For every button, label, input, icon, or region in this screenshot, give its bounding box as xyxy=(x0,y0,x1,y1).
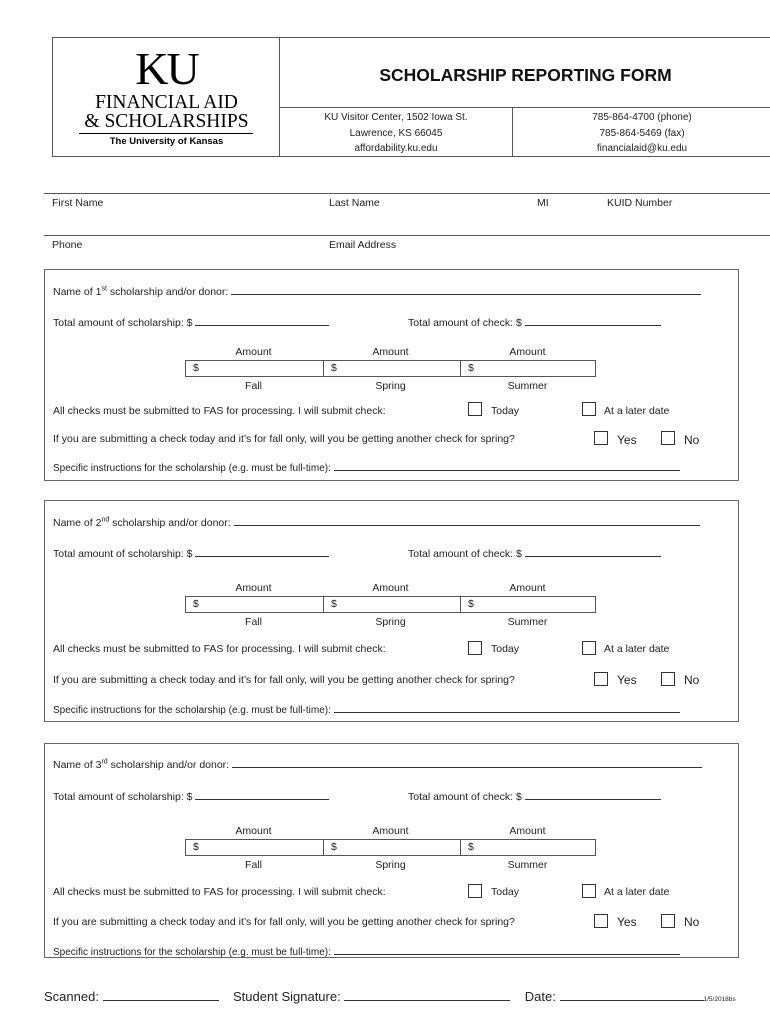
phone-number: 785-864-4700 (phone) xyxy=(592,112,692,123)
logo-university: The University of Kansas xyxy=(109,136,224,147)
label: Name of xyxy=(53,517,96,529)
label: scholarship and/or donor: xyxy=(109,517,231,529)
amount-header-summer: Amount xyxy=(509,346,546,358)
blank-line xyxy=(525,546,661,557)
yes-checkbox[interactable] xyxy=(594,431,608,445)
blank-line xyxy=(232,757,702,768)
later-date-checkbox[interactable] xyxy=(582,402,596,416)
scanned-label: Scanned: xyxy=(44,989,99,1004)
logo-financial-aid xyxy=(53,93,280,131)
label: scholarship and/or donor: xyxy=(107,759,230,771)
logo-line-1: FINANCIAL AID xyxy=(95,92,238,113)
blank-line xyxy=(195,546,329,557)
label: scholarship and/or donor: xyxy=(106,286,229,298)
total-scholarship-field[interactable] xyxy=(53,315,329,329)
amount-header-spring: Amount xyxy=(372,346,409,358)
ordinal-suffix: nd xyxy=(101,516,110,524)
blank-line xyxy=(334,460,680,471)
website: affordability.ku.edu xyxy=(354,143,438,154)
instructions-field[interactable] xyxy=(53,460,680,474)
total-scholarship-field[interactable] xyxy=(53,789,329,803)
term-summer: Summer xyxy=(507,859,548,871)
divider xyxy=(44,235,770,236)
submit-check-text: All checks must be submitted to FAS for processing. I will submit check: xyxy=(53,886,386,898)
label: Total amount of check: $ xyxy=(408,548,522,560)
scanned-field[interactable] xyxy=(103,988,219,1001)
donor-name-field[interactable] xyxy=(53,757,702,771)
office-contact xyxy=(513,108,770,157)
kuid-field[interactable]: KUID Number xyxy=(607,197,673,209)
ordinal-suffix: st xyxy=(101,285,107,293)
ordinal: 2 xyxy=(95,517,102,529)
today-checkbox[interactable] xyxy=(468,884,482,898)
logo-divider xyxy=(79,133,253,134)
form-title: SCHOLARSHIP REPORTING FORM xyxy=(379,65,672,85)
total-check-field[interactable] xyxy=(408,789,661,803)
amount-header-fall: Amount xyxy=(235,346,272,358)
label: Specific instructions for the scholarship (e.g. must be full-time): xyxy=(53,705,331,716)
date-label: Date: xyxy=(524,989,556,1004)
summer-amount-input[interactable]: $ xyxy=(460,597,597,612)
yes-label: Yes xyxy=(617,915,637,929)
amount-header-summer: Amount xyxy=(509,582,546,594)
yes-checkbox[interactable] xyxy=(594,914,608,928)
yes-checkbox[interactable] xyxy=(594,672,608,686)
label: Name of xyxy=(53,759,96,771)
amount-row xyxy=(185,839,596,856)
spring-amount-input[interactable]: $ xyxy=(323,361,460,376)
scholarship-section-1 xyxy=(44,269,739,481)
instructions-field[interactable] xyxy=(53,702,680,716)
total-scholarship-field[interactable] xyxy=(53,546,329,560)
term-summer: Summer xyxy=(507,380,548,392)
fax-number: 785-864-5469 (fax) xyxy=(599,127,685,139)
amount-row xyxy=(185,596,596,613)
ordinal: 1 xyxy=(95,286,102,298)
blank-line xyxy=(234,515,700,526)
divider xyxy=(44,193,770,194)
form-header xyxy=(52,37,770,157)
today-checkbox[interactable] xyxy=(468,402,482,416)
yes-label: Yes xyxy=(617,433,637,447)
email-address: financialaid@ku.edu xyxy=(596,143,688,154)
label: Name of xyxy=(53,286,96,298)
scholarship-section-2 xyxy=(44,500,739,722)
label: Total amount of check: $ xyxy=(408,791,522,803)
scholarship-section-3 xyxy=(44,743,739,958)
summer-amount-input[interactable]: $ xyxy=(460,840,597,855)
blank-line xyxy=(195,789,329,800)
blank-line xyxy=(334,944,680,955)
yes-label: Yes xyxy=(617,673,637,687)
blank-line xyxy=(334,702,680,713)
amount-header-fall: Amount xyxy=(235,582,272,594)
total-check-field[interactable] xyxy=(408,315,661,329)
amount-header-spring: Amount xyxy=(372,825,409,837)
donor-name-field[interactable] xyxy=(53,515,700,529)
label: Specific instructions for the scholarship (e.g. must be full-time): xyxy=(53,463,331,474)
later-date-label: At a later date xyxy=(604,886,670,898)
signature-field[interactable] xyxy=(344,988,510,1001)
term-spring: Spring xyxy=(375,859,406,871)
term-fall: Fall xyxy=(245,380,262,392)
term-spring: Spring xyxy=(375,380,406,392)
no-label: No xyxy=(684,673,700,687)
last-name-field[interactable]: Last Name xyxy=(329,197,380,209)
signature-label: Student Signature: xyxy=(233,989,341,1004)
spring-check-question: If you are submitting a check today and it’s for fall only, will you be getting another check for spring? xyxy=(53,674,515,686)
donor-name-field[interactable] xyxy=(53,284,701,298)
logo-line-2: & SCHOLARSHIPS xyxy=(84,111,249,132)
label: Total amount of scholarship: $ xyxy=(53,791,193,803)
term-summer: Summer xyxy=(507,616,548,628)
first-name-field[interactable]: First Name xyxy=(52,197,104,209)
office-address xyxy=(280,108,513,157)
label: Total amount of scholarship: $ xyxy=(53,317,193,329)
blank-line xyxy=(231,284,701,295)
ordinal-suffix: rd xyxy=(101,758,108,766)
amount-header-summer: Amount xyxy=(509,825,546,837)
email-field[interactable]: Email Address xyxy=(329,239,397,251)
spring-check-question: If you are submitting a check today and it’s for fall only, will you be getting another check for spring? xyxy=(53,433,515,445)
summer-amount-input[interactable]: $ xyxy=(460,361,597,376)
address-line-1: KU Visitor Center, 1502 Iowa St. xyxy=(324,112,468,123)
today-label: Today xyxy=(491,886,520,898)
blank-line xyxy=(525,315,661,326)
later-date-checkbox[interactable] xyxy=(582,641,596,655)
blank-line xyxy=(525,789,661,800)
submit-check-text: All checks must be submitted to FAS for processing. I will submit check: xyxy=(53,405,386,417)
later-date-label: At a later date xyxy=(604,405,670,417)
later-date-checkbox[interactable] xyxy=(582,884,596,898)
fall-amount-input[interactable]: $ xyxy=(193,362,199,374)
total-check-field[interactable] xyxy=(408,546,661,560)
no-checkbox[interactable] xyxy=(661,914,675,928)
label: Specific instructions for the scholarship (e.g. must be full-time): xyxy=(53,947,331,958)
today-checkbox[interactable] xyxy=(468,641,482,655)
no-checkbox[interactable] xyxy=(661,431,675,445)
address-line-2: Lawrence, KS 66045 xyxy=(349,127,443,139)
term-spring: Spring xyxy=(375,616,406,628)
label: Total amount of scholarship: $ xyxy=(53,548,193,560)
ku-fas-logo xyxy=(53,38,280,156)
fall-amount-input[interactable]: $ xyxy=(193,841,199,853)
form-footer xyxy=(44,988,736,1004)
no-checkbox[interactable] xyxy=(661,672,675,686)
date-field[interactable] xyxy=(560,988,704,1001)
blank-line xyxy=(195,315,329,326)
today-label: Today xyxy=(491,405,520,417)
amount-header-spring: Amount xyxy=(372,582,409,594)
spring-amount-input[interactable]: $ xyxy=(323,840,460,855)
today-label: Today xyxy=(491,643,520,655)
term-fall: Fall xyxy=(245,616,262,628)
header-contact-row xyxy=(280,107,770,156)
term-fall: Fall xyxy=(245,859,262,871)
no-label: No xyxy=(684,433,700,447)
fall-amount-input[interactable]: $ xyxy=(193,598,199,610)
no-label: No xyxy=(684,915,700,929)
later-date-label: At a later date xyxy=(604,643,670,655)
spring-check-question: If you are submitting a check today and it’s for fall only, will you be getting another check for spring? xyxy=(53,916,515,928)
instructions-field[interactable] xyxy=(53,944,680,958)
form-version: 1/5/2018bs xyxy=(703,996,736,1003)
amount-header-fall: Amount xyxy=(235,825,272,837)
amount-row xyxy=(185,360,596,377)
phone-field[interactable]: Phone xyxy=(52,239,83,251)
ordinal: 3 xyxy=(95,759,102,771)
label: Total amount of check: $ xyxy=(408,317,522,329)
logo-ku-wordmark: KU xyxy=(135,43,198,94)
spring-amount-input[interactable]: $ xyxy=(323,597,460,612)
submit-check-text: All checks must be submitted to FAS for processing. I will submit check: xyxy=(53,643,386,655)
mi-field[interactable]: MI xyxy=(537,197,549,209)
